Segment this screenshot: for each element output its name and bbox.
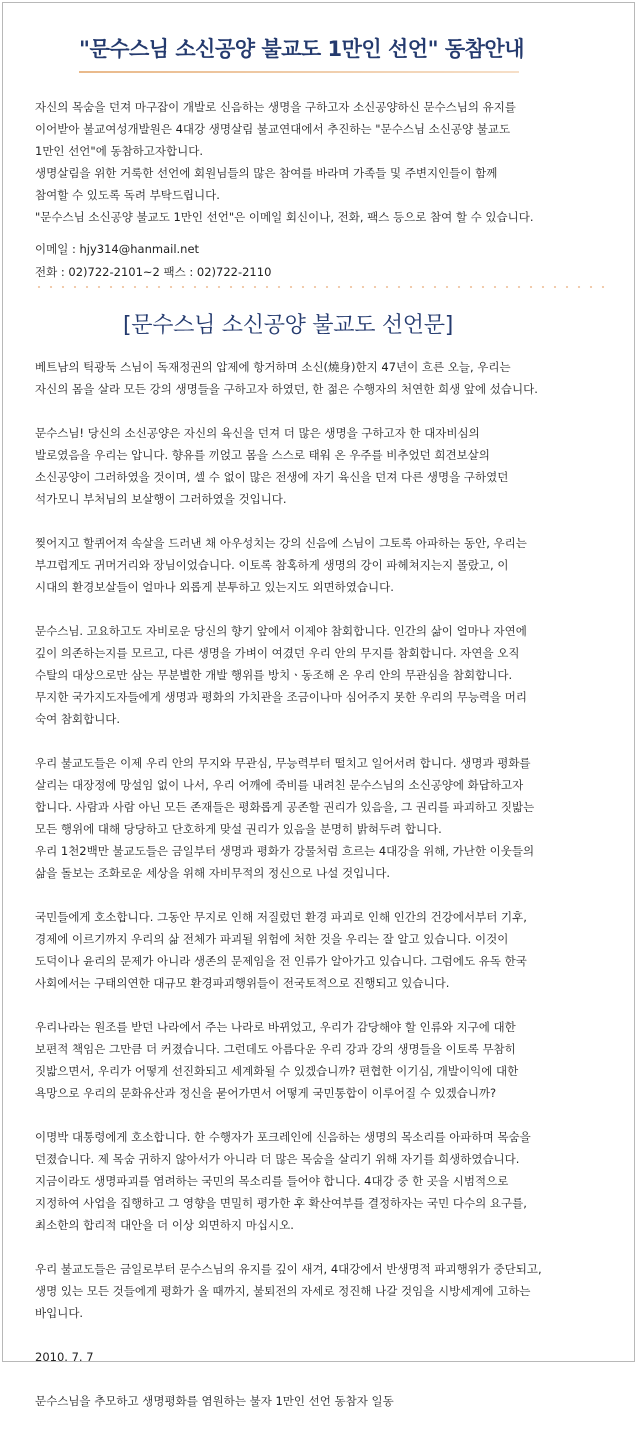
text-line: 욕망으로 우리의 문화유산과 정신을 묻어가면서 어떻게 국민통합이 이루어질 수 있겠습니까? [35, 1086, 497, 1100]
text-line: 우리나라는 원조를 받던 나라에서 주는 나라로 바뀌었고, 우리가 감당해야 할 인류와 지구에 대한 [35, 1020, 516, 1034]
text-line: 짓밟으면서, 우리가 어떻게 선진화되고 세계화될 수 있겠습니까? 편협한 이기심, 개발이익에 대한 [35, 1064, 519, 1078]
declaration-paragraph [35, 620, 620, 730]
intro-line: "문수스님 소신공양 불교도 1만인 선언"은 이메일 회신이나, 전화, 팩스 등으로 참여 할 수 있습니다. [35, 210, 534, 224]
page-frame [2, 2, 635, 1408]
text-line: 국민들에게 호소합니다. 그동안 무지로 인해 저질렀던 환경 파괴로 인해 인간의 건강에서부터 기후, [35, 910, 527, 924]
text-line: 무지한 국가지도자들에게 생명과 평화의 가치관을 조금이나마 심어주지 못한 우리의 무능력을 머리 [35, 690, 528, 704]
text-line: 찢어지고 할퀴어져 속살을 드러낸 채 아우성치는 강의 신음에 스님이 그토록 아파하는 동안, 우리는 [35, 536, 527, 550]
text-line: 부끄럽게도 귀머거리와 장님이었습니다. 이토록 참혹하게 생명의 강이 파헤쳐지는지 몰랐고, 이 [35, 558, 509, 572]
intro-text [35, 96, 615, 228]
intro-line: 이어받아 불교여성개발원은 4대강 생명살림 불교연대에서 추진하는 "문수스님 소신공양 불교도 [35, 122, 511, 136]
text-line: 던졌습니다. 제 목숨 귀하지 않아서가 아니라 더 많은 목숨을 살리기 위해 자기를 희생하였습니다. [35, 1152, 520, 1166]
declaration-title: [문수스님 소신공양 불교도 선언문] [123, 313, 453, 338]
declaration-date: 2010. 7. 7 [35, 1350, 94, 1364]
title-underline [79, 71, 519, 73]
intro-line: 참여할 수 있도록 독려 부탁드립니다. [35, 188, 220, 202]
text-line: 합니다. 사람과 사람 아닌 모든 존재들은 평화롭게 공존할 권리가 있음을, 그 권리를 파괴하고 짓밟는 [35, 800, 535, 814]
text-line: 시대의 환경보살들이 얼마나 외롭게 분투하고 있는지도 외면하였습니다. [35, 580, 394, 594]
text-line: 우리 불교도들은 금일로부터 문수스님의 유지를 깊이 새겨, 4대강에서 반생명적 파괴행위가 중단되고, [35, 1262, 542, 1276]
phone-fax-line: 전화 : 02)722-2101~2 팩스 : 02)722-2110 [35, 265, 272, 279]
text-line: 수탈의 대상으로만 삼는 무분별한 개발 행위를 방치ㆍ동조해 온 우리 안의 무관심을 참회합니다. [35, 668, 513, 682]
text-line: 문수스님! 당신의 소신공양은 자신의 육신을 던져 더 많은 생명을 구하고자 한 대자비심의 [35, 426, 480, 440]
text-line: 베트남의 틱광둑 스님이 독재정권의 압제에 항거하며 소신(燒身)한지 47년이 흐른 오늘, 우리는 [35, 360, 511, 374]
declaration-signature: 문수스님을 추모하고 생명평화를 염원하는 불자 1만인 선언 동참자 일동 [35, 1394, 394, 1408]
contact-info [35, 238, 615, 284]
text-line: 최소한의 합리적 대안을 더 이상 외면하지 마십시오. [35, 1218, 294, 1232]
declaration-paragraph [35, 1016, 620, 1104]
email-line[interactable]: 이메일 : hjy314@hanmail.net [35, 242, 200, 256]
intro-line: 자신의 목숨을 던져 마구잡이 개발로 신음하는 생명을 구하고자 소신공양하신 문수스님의 유지를 [35, 100, 516, 114]
notice-title: "문수스님 소신공양 불교도 1만인 선언" 동참안내 [79, 37, 524, 61]
declaration-paragraph [35, 356, 620, 400]
text-line: 바입니다. [35, 1306, 84, 1320]
text-line: 모든 행위에 대해 당당하고 단호하게 맞설 권리가 있음을 분명히 밝혀두려 합니다. [35, 822, 442, 836]
text-line: 보편적 책임은 그만큼 더 커졌습니다. 그런데도 아름다운 우리 강과 강의 생명들을 이토록 무참히 [35, 1042, 516, 1056]
text-line: 우리 1천2백만 불교도들은 금일부터 생명과 평화가 강물처럼 흐르는 4대강을 위해, 가난한 이웃들의 [35, 844, 535, 858]
declaration-paragraph [35, 1258, 620, 1324]
intro-line: 1만인 선언"에 동참하고자합니다. [35, 144, 203, 158]
text-line: 경제에 이르기까지 우리의 삶 전체가 파괴될 위험에 처한 것을 우리는 잘 알고 있습니다. 이것이 [35, 932, 509, 946]
declaration-body [35, 356, 620, 1434]
text-line: 지정하여 사업을 집행하고 그 영향을 면밀히 평가한 후 확산여부를 결정하자는 국민 다수의 요구를, [35, 1196, 527, 1210]
text-line: 이명박 대통령에게 호소합니다. 한 수행자가 포크레인에 신음하는 생명의 목소리를 아파하며 목숨을 [35, 1130, 531, 1144]
text-line: 지금이라도 생명파괴를 염려하는 국민의 목소리를 들어야 합니다. 4대강 중 한 곳을 시범적으로 [35, 1174, 509, 1188]
participation-notice [3, 3, 636, 303]
text-line: 삶을 돌보는 조화로운 세상을 위해 자비무적의 정신으로 나설 것입니다. [35, 866, 391, 880]
text-line: 살리는 대장정에 망설임 없이 나서, 우리 어깨에 죽비를 내려친 문수스님의 소신공양에 화답하고자 [35, 778, 524, 792]
text-line: 사회에서는 구태의연한 대규모 환경파괴행위들이 전국토적으로 진행되고 있습니다. [35, 976, 450, 990]
declaration-paragraph [35, 422, 620, 510]
text-line: 도덕이나 윤리의 문제가 아니라 생존의 문제임을 전 인류가 알아가고 있습니다. 그럼에도 유독 한국 [35, 954, 527, 968]
text-line: 석가모니 부처님의 보살행이 그러하였을 것입니다. [35, 492, 287, 506]
text-line: 생명 있는 모든 것들에게 평화가 올 때까지, 불퇴전의 자세로 정진해 나갈 것임을 시방세계에 고하는 [35, 1284, 531, 1298]
dotted-divider [33, 286, 613, 288]
text-line: 소신공양이 그러하였을 것이며, 셀 수 없이 많은 전생에 자기 육신을 던져 다른 생명을 구하였던 [35, 470, 509, 484]
declaration-paragraph [35, 906, 620, 994]
declaration-paragraph [35, 1126, 620, 1236]
text-line: 숙여 참회합니다. [35, 712, 121, 726]
declaration-paragraph [35, 752, 620, 884]
text-line: 문수스님. 고요하고도 자비로운 당신의 향기 앞에서 이제야 참회합니다. 인간의 삶이 얼마나 자연에 [35, 624, 527, 638]
text-line: 자신의 몸을 살라 모든 강의 생명들을 구하고자 하였던, 한 젊은 수행자의 처연한 희생 앞에 섰습니다. [35, 382, 538, 396]
text-line: 발로였음을 우리는 압니다. 향유를 끼얹고 몸을 스스로 태워 온 우주를 비추었던 희견보살의 [35, 448, 490, 462]
text-line: 깊이 의존하는지를 모르고, 다른 생명을 가벼이 여겼던 우리 안의 무지를 참회합니다. 자연을 오직 [35, 646, 520, 660]
intro-line: 생명살림을 위한 거룩한 선언에 회원님들의 많은 참여를 바라며 가족들 및 주변지인들이 함께 [35, 166, 498, 180]
text-line: 우리 불교도들은 이제 우리 안의 무지와 무관심, 무능력부터 떨치고 일어서려 합니다. 생명과 평화를 [35, 756, 531, 770]
declaration-paragraph [35, 532, 620, 598]
